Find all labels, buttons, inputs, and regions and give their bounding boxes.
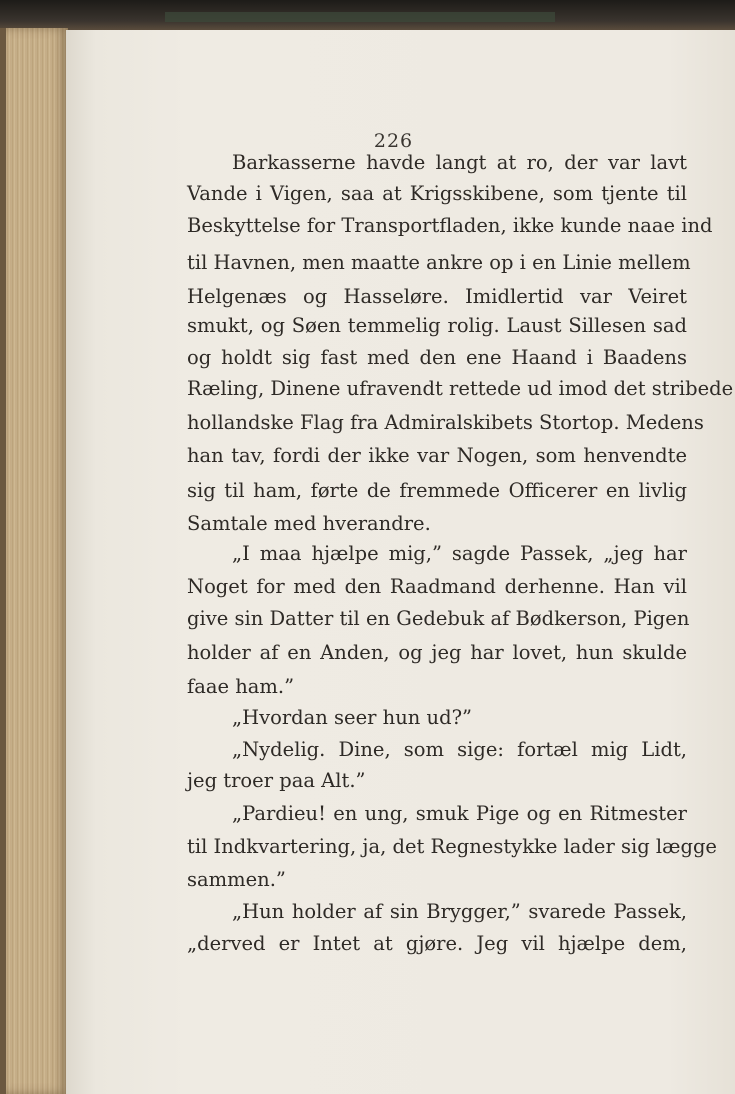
text-line: „Hvordan seer hun ud?”: [232, 706, 472, 729]
text-line: hollandske Flag fra Admiralskibets Stortop. Medens: [187, 411, 704, 434]
text-line: holder af en Anden, og jeg har lovet, hun skulde: [187, 641, 687, 664]
text-line: give sin Datter til en Gedebuk af Bødkerson, Pigen: [187, 607, 690, 630]
text-line: „Nydelig. Dine, som sige: fortæl mig Lidt,: [232, 738, 687, 761]
page-number: 226: [373, 130, 414, 152]
text-line: han tav, fordi der ikke var Nogen, som henvendte: [187, 444, 687, 467]
text-line: smukt, og Søen temmelig rolig. Laust Sillesen sad: [187, 314, 687, 337]
text-line: jeg troer paa Alt.”: [187, 769, 366, 792]
text-line: og holdt sig fast med den ene Haand i Baadens: [187, 346, 687, 369]
text-line: „Pardieu! en ung, smuk Pige og en Ritmester: [232, 802, 687, 825]
page-edges: [6, 28, 68, 1094]
text-line: Samtale med hverandre.: [187, 512, 431, 535]
text-line: Barkasserne havde langt at ro, der var lavt: [232, 151, 687, 174]
text-line: sig til ham, førte de fremmede Officerer en livlig: [187, 479, 687, 502]
text-line: faae ham.”: [187, 675, 295, 698]
text-line: „Hun holder af sin Brygger,” svarede Passek,: [232, 900, 687, 923]
text-line: Helgenæs og Hasseløre. Imidlertid var Veiret: [187, 285, 687, 308]
text-line: Noget for med den Raadmand derhenne. Han vil: [187, 575, 687, 598]
text-line: til Havnen, men maatte ankre op i en Linie mellem: [187, 251, 691, 274]
text-line: til Indkvartering, ja, det Regnestykke lader sig lægge: [187, 835, 717, 858]
text-line: „I maa hjælpe mig,” sagde Passek, „jeg har: [232, 542, 687, 565]
text-line: Ræling, Dinene ufravendt rettede ud imod det stribede: [187, 377, 734, 400]
cover-band: [165, 12, 555, 22]
text-line: sammen.”: [187, 868, 286, 891]
text-line: Beskyttelse for Transportfladen, ikke kunde naae ind: [187, 214, 713, 237]
text-line: Vande i Vigen, saa at Krigsskibene, som tjente til: [187, 182, 687, 205]
text-line: „derved er Intet at gjøre. Jeg vil hjælpe dem,: [187, 932, 687, 955]
